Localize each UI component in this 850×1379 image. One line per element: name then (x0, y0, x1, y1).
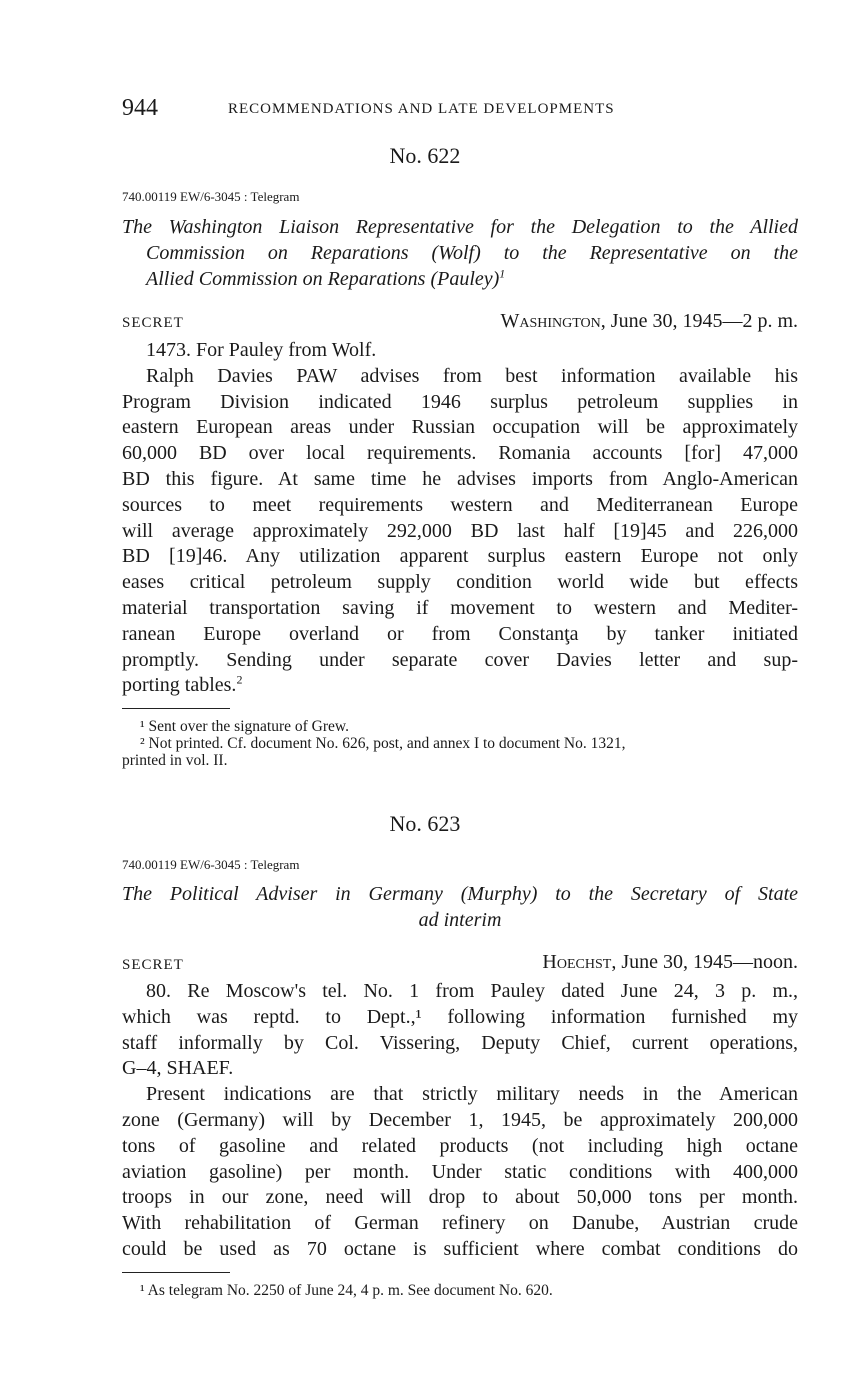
text-line: 1473. For Pauley from Wolf. (146, 339, 377, 361)
text-line: Ralph Davies PAW advises from best information available his (146, 364, 798, 387)
text-line: porting tables.$^2$ (122, 672, 243, 697)
footnote-rule (122, 708, 230, 709)
text-line: 80. Re Moscow's tel. No. 1 from Pauley dated June 24, 3 p. m., (146, 980, 798, 1002)
telegram-body-622 (122, 338, 798, 699)
heading-line: ad interim (418, 909, 502, 931)
footnote: ¹ As telegram No. 2250 of June 24, 4 p. m. See document No. 620. (140, 1282, 553, 1299)
heading-line: The Washington Liaison Representative for the Delegation to the Allied (122, 216, 798, 238)
dateline-place: Hoechst (542, 951, 612, 973)
heading-line: Commission on Reparations (Wolf) to the Representative on the (146, 242, 798, 264)
text-line: With rehabilitation of German refinery on Danube, Austrian crude (122, 1212, 798, 1235)
footnote-marker: 2 (236, 672, 243, 687)
footnote: printed in vol. II. (122, 752, 228, 769)
text-line: promptly. Sending under separate cover Davies letter and sup- (122, 648, 798, 671)
text-line: BD this figure. At same time he advises imports from Anglo-American (122, 467, 798, 490)
classification-623: SECRET (122, 957, 184, 973)
telegram-body-623 (122, 979, 798, 1263)
document-number-623: No. 623 (389, 811, 461, 836)
dateline-622 (500, 310, 798, 333)
dateline-date: , June 30, 1945—2 p. m. (600, 310, 798, 332)
text-line: zone (Germany) will by December 1, 1945, be approximately 200,000 (122, 1108, 798, 1131)
footnote-marker: 1 (499, 266, 506, 281)
text-line: could be used as 70 octane is sufficient where combat conditions do (122, 1237, 798, 1260)
heading-line: Allied Commission on Reparations (Pauley)$^1$ (146, 266, 506, 290)
text-line: Present indications are that strictly military needs in the American (146, 1083, 798, 1106)
text-line: 60,000 BD over local requirements. Romania accounts [for] 47,000 (122, 442, 798, 465)
text-line: eastern European areas under Russian occupation will be approximately (122, 416, 798, 439)
file-reference-623: 740.00119 EW/6-3045 : Telegram (122, 857, 300, 872)
footnote: ² Not printed. Cf. document No. 626, post, and annex I to document No. 1321, (140, 735, 626, 752)
dateline-623 (542, 951, 798, 974)
text-line: Program Division indicated 1946 surplus petroleum supplies in (122, 390, 798, 413)
document-heading-622 (122, 214, 798, 292)
footnote-rule (122, 1272, 230, 1273)
heading-line: The Political Adviser in Germany (Murphy) to the Secretary of State (122, 883, 798, 905)
text-line: sources to meet requirements western and Mediterranean Europe (122, 493, 798, 516)
text-line: troops in our zone, need will drop to about 50,000 tons per month. (122, 1186, 798, 1209)
text-line: G–4, SHAEF. (122, 1057, 234, 1080)
text-line: tons of gasoline and related products (not including high octane (122, 1134, 798, 1157)
dateline-date: , June 30, 1945—noon. (611, 951, 798, 973)
text-line: material transportation saving if movement to western and Mediter- (122, 596, 798, 619)
footnote: ¹ Sent over the signature of Grew. (140, 718, 349, 735)
text-line: staff informally by Col. Vissering, Deputy Chief, current operations, (122, 1031, 798, 1054)
text-line: which was reptd. to Dept.,¹ following information furnished my (122, 1005, 798, 1028)
document-number-622: No. 622 (389, 143, 461, 168)
text-line: will average approximately 292,000 BD last half [19]45 and 226,000 (122, 519, 798, 542)
running-title: RECOMMENDATIONS AND LATE DEVELOPMENTS (228, 101, 615, 117)
classification-622: SECRET (122, 315, 184, 331)
text-line: ranean Europe overland or from Constanţa by tanker initiated (122, 622, 798, 645)
page-number: 944 (122, 95, 158, 121)
dateline-place: Washington (500, 310, 601, 332)
file-reference-622: 740.00119 EW/6-3045 : Telegram (122, 189, 300, 204)
text-line: aviation gasoline) per month. Under static conditions with 400,000 (122, 1160, 798, 1183)
document-heading-623 (122, 881, 798, 933)
text-line: eases critical petroleum supply condition world wide but effects (122, 571, 798, 594)
footnotes-622 (122, 718, 798, 769)
footnotes-623 (122, 1282, 798, 1299)
text-line: BD [19]46. Any utilization apparent surplus eastern Europe not only (122, 545, 798, 568)
